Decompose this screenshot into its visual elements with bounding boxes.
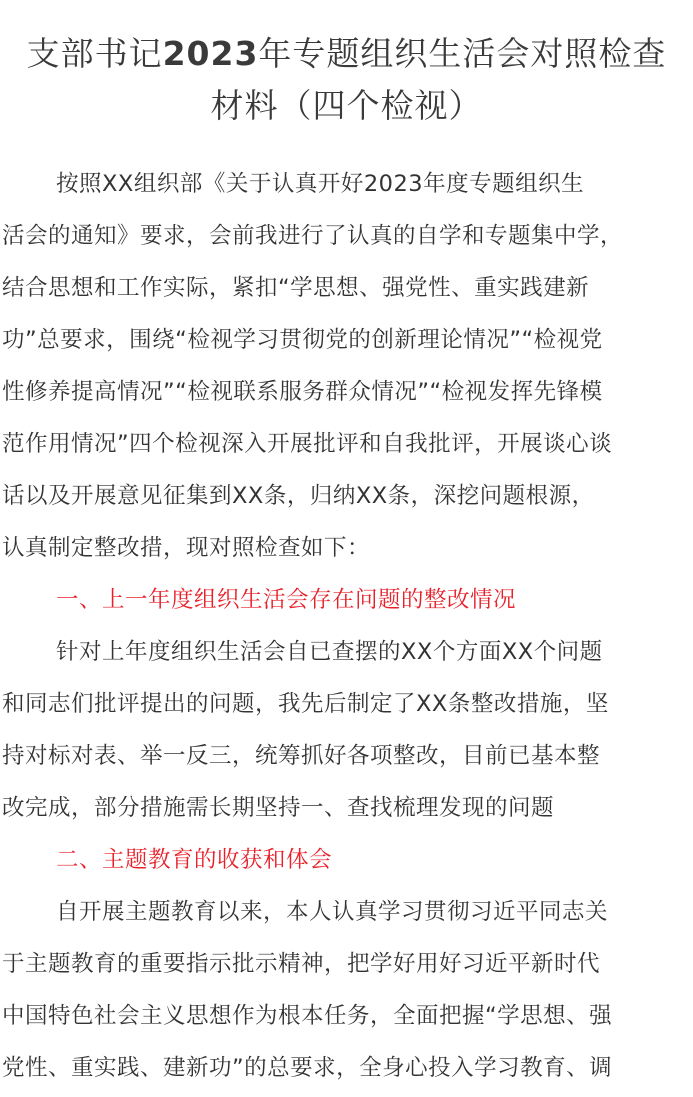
paragraph-line: 党性、重实践、建新功”的总要求，全身心投入学习教育、调	[2, 1055, 613, 1081]
paragraph-line: 结合思想和工作实际，紧扣“学思想、强党性、重实践建新	[2, 275, 590, 301]
paragraph-line: 功”总要求，围绕“检视学习贯彻党的创新理论情况”“检视党	[2, 327, 603, 353]
paragraph-line: 针对上年度组织生活会自已查摆的XX个方面XX个问题	[56, 639, 603, 665]
paragraph-line: 活会的通知》要求，会前我进行了认真的自学和专题集中学，	[2, 223, 624, 249]
paragraph-intro	[2, 158, 693, 574]
section-heading-text: 二、主题教育的收获和体会	[56, 847, 333, 873]
title-rest: 年专题组织生活会对照检查	[258, 34, 667, 73]
paragraph-line: 自开展主题教育以来，本人认真学习贯彻习近平同志关	[56, 899, 609, 925]
paragraph-line: 改完成，部分措施需长期坚持一、查找梳理发现的问题	[2, 795, 555, 821]
title-line-2: 材料（四个检视）	[210, 86, 483, 125]
paragraph-line: 范作用情况”四个检视深入开展批评和自我批评，开展谈心谈	[2, 431, 613, 457]
paragraph-line: 认真制定整改措，现对照检查如下：	[2, 535, 371, 561]
paragraph-line: 性修养提高情况”“检视联系服务群众情况”“检视发挥先锋模	[2, 379, 603, 405]
paragraph-line: 按照XX组织部《关于认真开好2023年度专题组织生	[56, 171, 585, 197]
document-body	[2, 158, 693, 1094]
document-title	[0, 28, 693, 132]
section-heading-1	[2, 574, 693, 626]
title-prefix: 支部书记	[26, 34, 163, 73]
title-year: 2023	[162, 34, 259, 73]
paragraph-line: 于主题教育的重要指示批示精神，把学好用好习近平新时代	[2, 951, 601, 977]
section-heading-2	[2, 834, 693, 886]
paragraph-gains	[2, 886, 693, 1094]
paragraph-line: 持对标对表、举一反三，统筹抓好各项整改，目前已基本整	[2, 743, 601, 769]
section-heading-text: 一、上一年度组织生活会存在问题的整改情况	[56, 587, 517, 613]
paragraph-line: 和同志们批评提出的问题，我先后制定了XX条整改措施，坚	[2, 691, 609, 717]
paragraph-rectification	[2, 626, 693, 834]
paragraph-line: 话以及开展意见征集到XX条，归纳XX条，深挖问题根源，	[2, 483, 595, 509]
paragraph-line: 中国特色社会主义思想作为根本任务，全面把握“学思想、强	[2, 1003, 613, 1029]
